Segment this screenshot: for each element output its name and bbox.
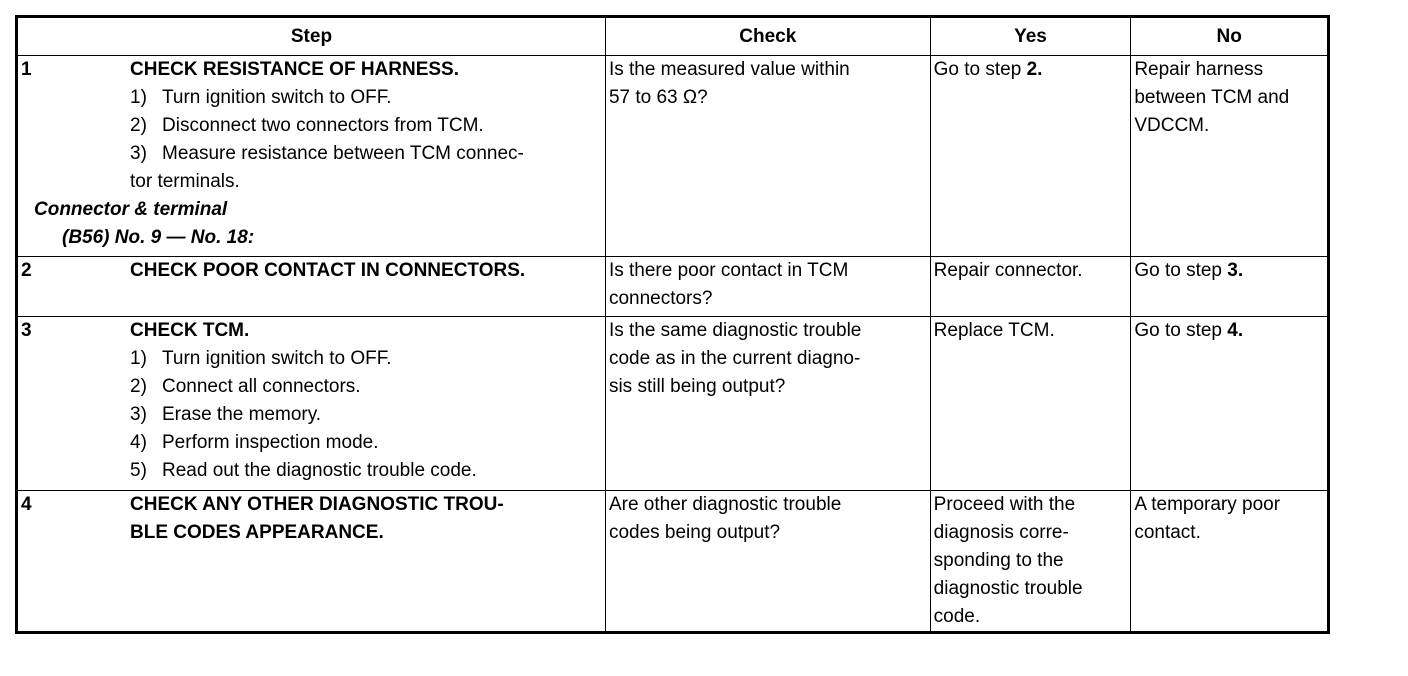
check-cell: Is the same diagnostic trouble code as in the current diagno- sis still being output? bbox=[605, 317, 930, 491]
substep: 2) Connect all connectors. bbox=[130, 376, 361, 397]
header-step: Step bbox=[17, 17, 606, 56]
substep-continuation: tor terminals. bbox=[130, 171, 240, 192]
step-number: 2 bbox=[21, 260, 32, 281]
check-cell: Is the measured value within 57 to 63 Ω? bbox=[605, 56, 930, 257]
step-number: 3 bbox=[21, 320, 32, 341]
step-title: CHECK TCM. bbox=[130, 320, 250, 341]
step-number: 4 bbox=[21, 494, 32, 515]
check-cell: Are other diagnostic trouble codes being output? bbox=[605, 491, 930, 633]
step-title-continuation: BLE CODES APPEARANCE. bbox=[130, 522, 384, 543]
step-title: CHECK RESISTANCE OF HARNESS. bbox=[130, 59, 460, 80]
table-row bbox=[17, 257, 1329, 317]
header-yes: Yes bbox=[930, 17, 1131, 56]
header-check: Check bbox=[605, 17, 930, 56]
step-number: 1 bbox=[21, 59, 32, 80]
table-header-row bbox=[17, 17, 1329, 56]
substep: 1) Turn ignition switch to OFF. bbox=[130, 348, 392, 369]
table-row bbox=[17, 56, 1329, 257]
substep: 2) Disconnect two connectors from TCM. bbox=[130, 115, 484, 136]
yes-cell: Proceed with the diagnosis corre- sponding to the diagnostic trouble code. bbox=[930, 491, 1131, 633]
step-reference: 2. bbox=[1026, 59, 1043, 80]
substep: 4) Perform inspection mode. bbox=[130, 432, 379, 453]
yes-cell: Go to step 2. bbox=[930, 56, 1131, 257]
step-reference: 3. bbox=[1227, 260, 1244, 281]
no-cell: Go to step 4. bbox=[1131, 317, 1329, 491]
step-title: CHECK ANY OTHER DIAGNOSTIC TROU- bbox=[130, 494, 504, 515]
step-cell bbox=[17, 491, 606, 633]
yes-cell: Repair connector. bbox=[930, 257, 1131, 317]
no-cell: A temporary poor contact. bbox=[1131, 491, 1329, 633]
step-reference: 4. bbox=[1227, 320, 1244, 341]
step-cell bbox=[17, 257, 606, 317]
check-cell: Is there poor contact in TCM connectors? bbox=[605, 257, 930, 317]
no-cell: Go to step 3. bbox=[1131, 257, 1329, 317]
substep: 3) Erase the memory. bbox=[130, 404, 322, 425]
connector-label: Connector & terminal bbox=[34, 199, 228, 220]
diagnostic-table bbox=[15, 15, 1330, 634]
connector-value: (B56) No. 9 — No. 18: bbox=[62, 227, 255, 248]
table-row bbox=[17, 317, 1329, 491]
table-row bbox=[17, 491, 1329, 633]
header-no: No bbox=[1131, 17, 1329, 56]
substep: 3) Measure resistance between TCM connec- bbox=[130, 143, 524, 164]
substep: 1) Turn ignition switch to OFF. bbox=[130, 87, 392, 108]
step-cell bbox=[17, 56, 606, 257]
no-cell: Repair harness between TCM and VDCCM. bbox=[1131, 56, 1329, 257]
yes-cell: Replace TCM. bbox=[930, 317, 1131, 491]
step-cell bbox=[17, 317, 606, 491]
substep: 5) Read out the diagnostic trouble code. bbox=[130, 460, 477, 481]
step-title: CHECK POOR CONTACT IN CONNECTORS. bbox=[130, 260, 526, 281]
